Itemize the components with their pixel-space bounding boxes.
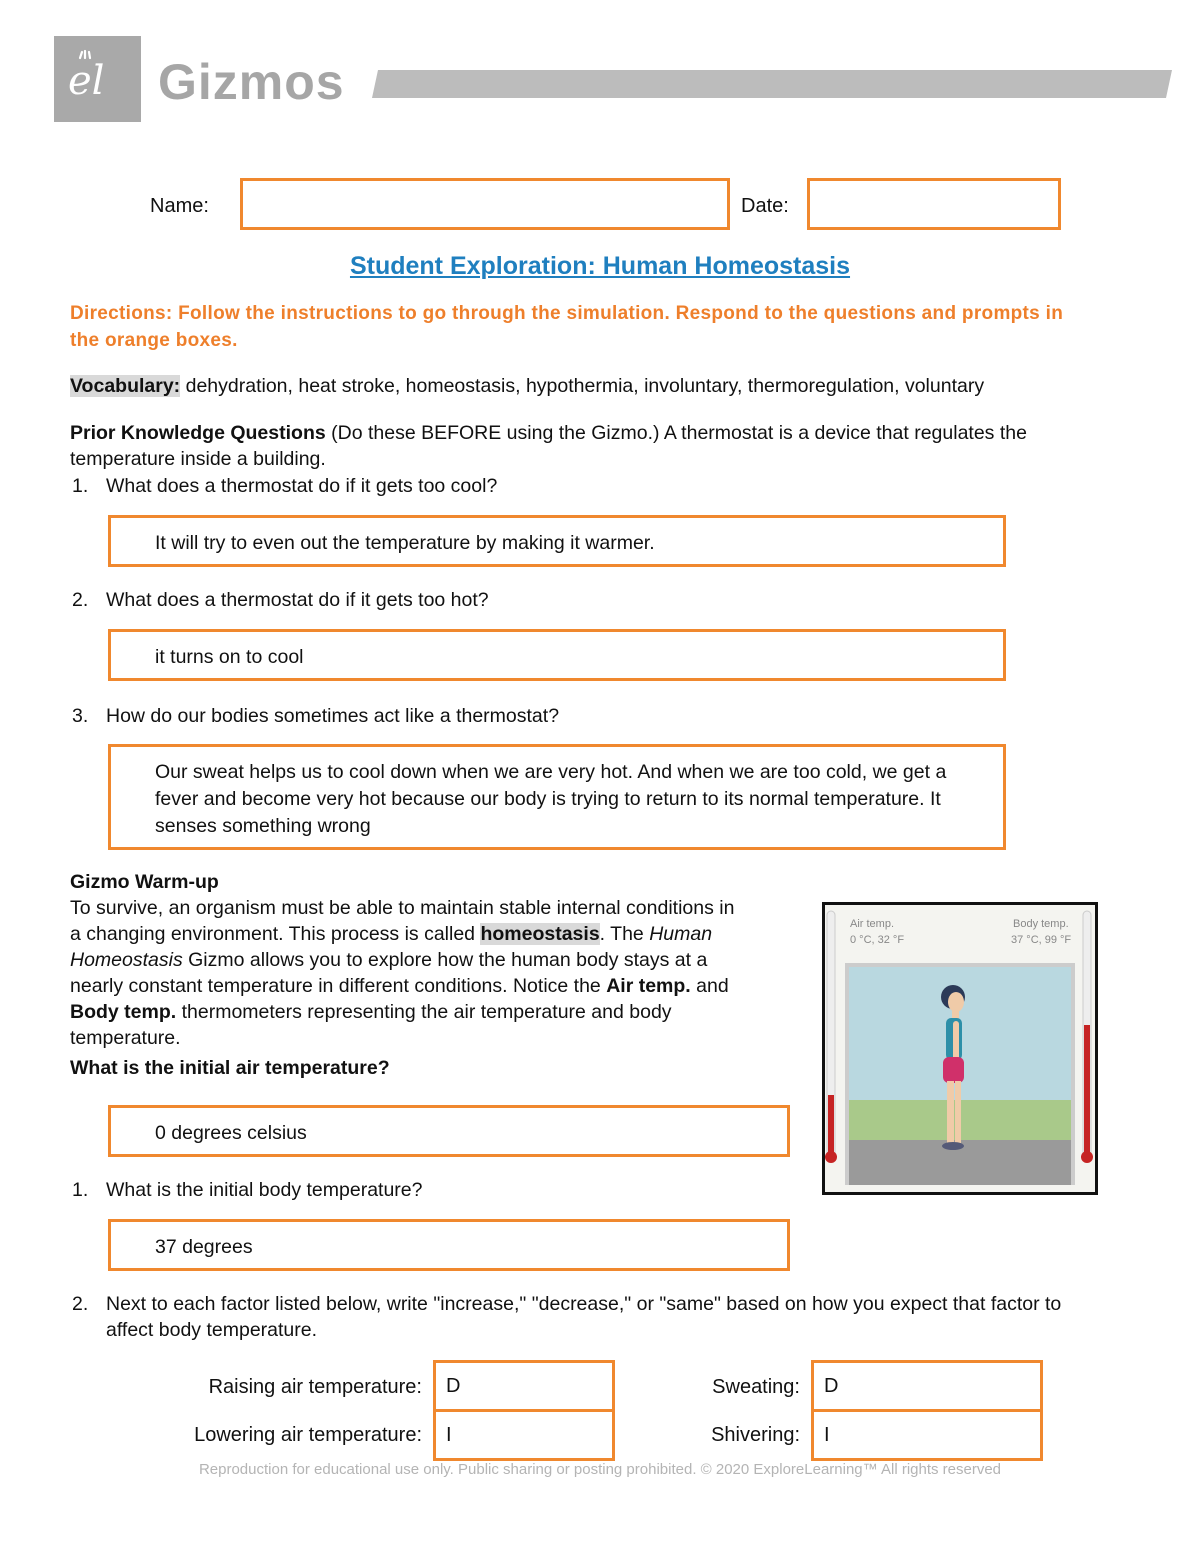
name-field[interactable] (240, 178, 730, 230)
prior-knowledge-intro (70, 420, 1120, 472)
el-logo-icon (54, 36, 141, 122)
warmup-question: What is the initial air temperature? (70, 1057, 390, 1079)
vocabulary-label: Vocabulary: (70, 375, 181, 397)
vocabulary-text: dehydration, heat stroke, homeostasis, hypothermia, involuntary, thermoregulation, voluntary (180, 375, 985, 397)
warmup-heading: Gizmo Warm-up (70, 871, 219, 893)
explorelearning-logo (54, 36, 141, 122)
body-temp-value: 37 °C, 99 °F (1011, 934, 1072, 946)
question-text: What does a thermostat do if it gets too cool? (106, 475, 498, 497)
name-label: Name: (150, 195, 209, 217)
factor-label: Lowering air temperature: (194, 1424, 422, 1446)
question-text: What does a thermostat do if it gets too hot? (106, 589, 489, 611)
question-number: 1. (72, 1179, 89, 1201)
warmup-text: To survive, an organism must be able to maintain stable internal conditions in a changing environment. This process is called (70, 897, 735, 945)
answer-text: 0 degrees celsius (155, 1122, 307, 1144)
factor-answer: I (446, 1424, 452, 1446)
body-temp-label: Body temp. (1013, 918, 1069, 930)
answer-box[interactable] (108, 629, 1006, 681)
factor-answer: D (446, 1375, 461, 1397)
factor-answer-box[interactable] (433, 1409, 615, 1461)
answer-text: it turns on to cool (155, 646, 304, 668)
brand-name: Gizmos (158, 54, 345, 110)
question-text: What is the initial body temperature? (106, 1179, 423, 1201)
factor-answer: D (824, 1375, 839, 1397)
gizmo-name: Human Homeostasis (70, 923, 713, 971)
warmup-paragraph (70, 895, 750, 1051)
answer-text: It will try to even out the temperature by making it warmer. (155, 532, 655, 554)
answer-text: 37 degrees (155, 1236, 253, 1258)
factor-answer-box[interactable] (433, 1360, 615, 1412)
question-number: 2. (72, 1293, 89, 1315)
prior-knowledge-heading: Prior Knowledge Questions (70, 422, 326, 444)
question-number: 3. (72, 705, 89, 727)
simulation-screenshot (822, 902, 1098, 1195)
question-text: Next to each factor listed below, write "increase," "decrease," or "same" based on how you expect that factor to affect body temperature. (106, 1293, 1062, 1341)
factor-answer-box[interactable] (811, 1360, 1043, 1412)
air-temp-label: Air temp. (850, 918, 895, 930)
page-title: Student Exploration: Human Homeostasis (349, 252, 851, 280)
factor-label: Raising air temperature: (208, 1376, 422, 1398)
date-field[interactable] (807, 178, 1061, 230)
question-text: How do our bodies sometimes act like a thermostat? (106, 705, 560, 727)
question-number: 2. (72, 589, 89, 611)
answer-box[interactable] (108, 515, 1006, 567)
factor-answer: I (824, 1424, 830, 1446)
warmup-text: . The (599, 923, 650, 945)
copyright-footer: Reproduction for educational use only. Public sharing or posting prohibited. © 2020 ExploreLearning™ All rights reserved (198, 1461, 1002, 1478)
svg-text:el: el (68, 58, 105, 104)
answer-box[interactable] (108, 1219, 790, 1271)
homeostasis-term: homeostasis (480, 923, 600, 945)
directions: Directions: Follow the instructions to go through the simulation. Respond to the questions and prompts in the orange boxes. (70, 303, 1064, 351)
answer-box[interactable] (108, 1105, 790, 1157)
answer-text: Our sweat helps us to cool down when we are very hot. And when we are too cold, we get a fever and become very hot because our body is trying to return to its normal temperature. It senses something wrong (155, 761, 947, 837)
prior-knowledge-text: (Do these BEFORE using the Gizmo.) A thermostat is a device that regulates the temperature inside a building. (70, 422, 1027, 470)
warmup-text: and (690, 975, 729, 997)
date-label: Date: (741, 195, 789, 217)
factor-label: Shivering: (711, 1424, 800, 1446)
warmup-text: thermometers representing the air temperature and body temperature. (70, 1001, 672, 1049)
factor-label: Sweating: (712, 1376, 800, 1398)
header-bar (372, 70, 1172, 98)
simulation-scene (825, 905, 1095, 1192)
question-number: 1. (72, 475, 89, 497)
air-temp-term: Air temp. (606, 975, 691, 997)
answer-box[interactable] (108, 744, 1006, 850)
air-temp-value: 0 °C, 32 °F (850, 934, 905, 946)
warmup-text: Gizmo allows you to explore how the human body stays at a nearly constant temperature in different conditions. Notice the (70, 949, 708, 997)
vocabulary (70, 373, 1130, 399)
factor-answer-box[interactable] (811, 1409, 1043, 1461)
body-temp-term: Body temp. (70, 1001, 177, 1023)
